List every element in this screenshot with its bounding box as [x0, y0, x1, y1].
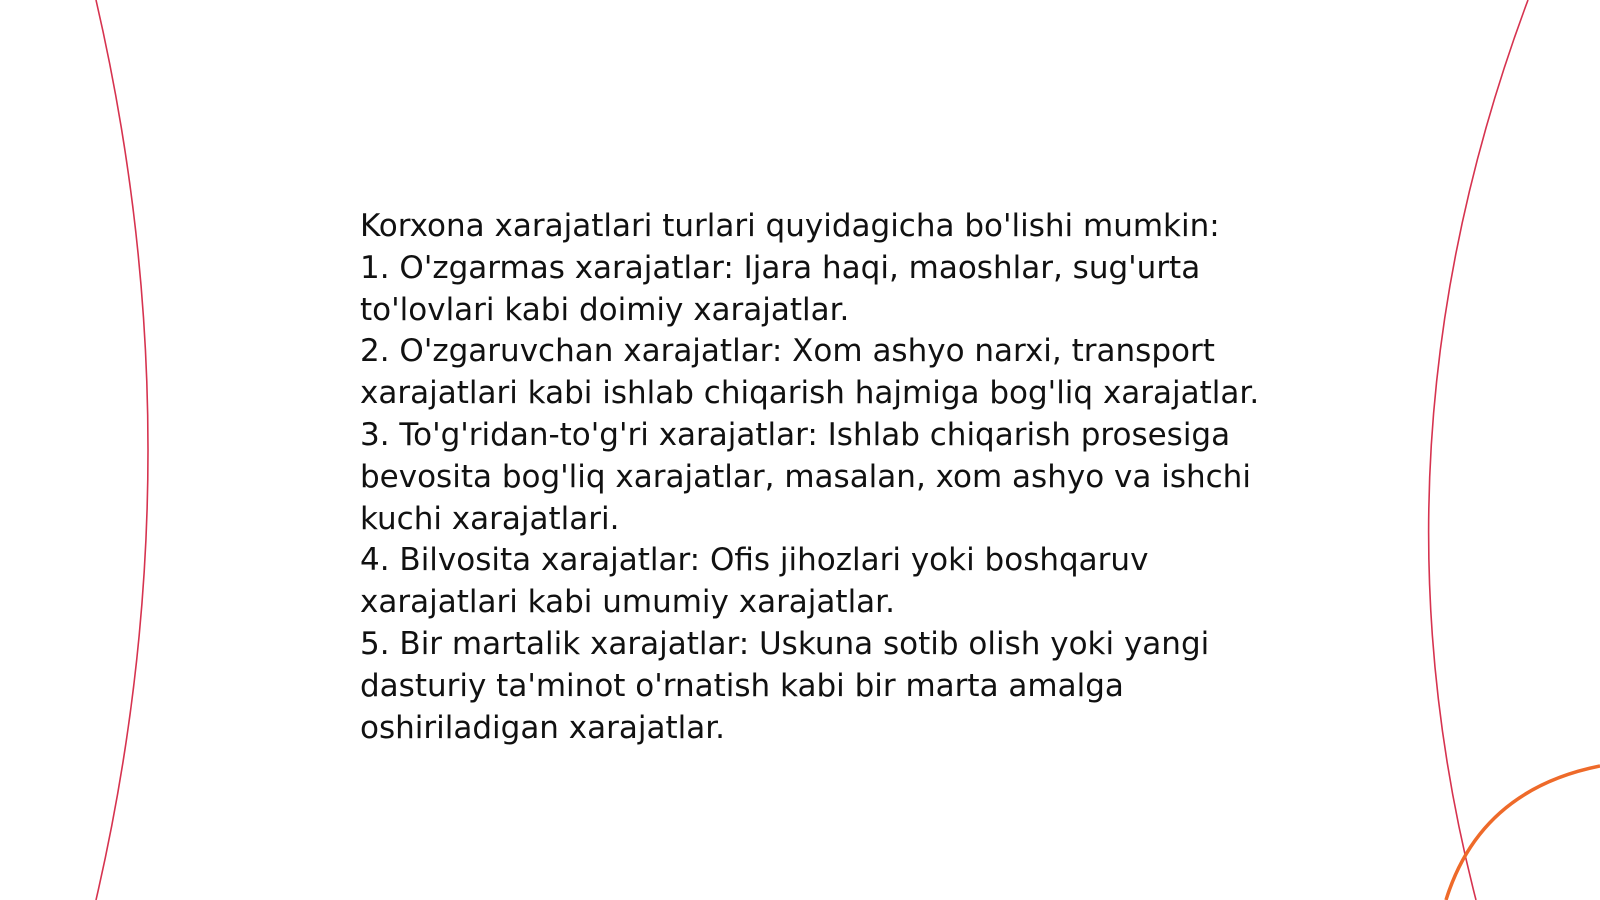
right-arc-line — [1429, 0, 1528, 900]
list-item-one-time-costs: 5. Bir martalik xarajatlar: Uskuna sotib olish yoki yangi dasturiy ta'minot o'rnatish kabi bir marta amalga oshiriladigan xarajatlar. — [360, 625, 1210, 746]
list-item-variable-costs: 2. O'zgaruvchan xarajatlar: Xom ashyo narxi, transport xarajatlari kabi ishlab chiqarish hajmiga bog'liq xarajatlar. — [360, 333, 1260, 412]
intro-text: Korxona xarajatlari turlari quyidagicha bo'lishi mumkin: — [360, 208, 1220, 244]
left-arc-line — [96, 0, 148, 900]
list-item-fixed-costs: 1. O'zgarmas xarajatlar: Ijara haqi, maoshlar, sug'urta to'lovlari kabi doimiy xarajatlar. — [360, 249, 1201, 328]
list-item-direct-costs: 3. To'g'ridan-to'g'ri xarajatlar: Ishlab chiqarish prosesiga bevosita bog'liq xarajatlar, masalan, xom ashyo va ishchi kuchi xarajatlari. — [360, 416, 1251, 537]
list-item-indirect-costs: 4. Bilvosita xarajatlar: Ofis jihozlari yoki boshqaruv xarajatlari kabi umumiy xarajatlar. — [360, 542, 1149, 621]
slide-text — [360, 206, 1260, 749]
orange-arc-line — [1446, 766, 1600, 900]
